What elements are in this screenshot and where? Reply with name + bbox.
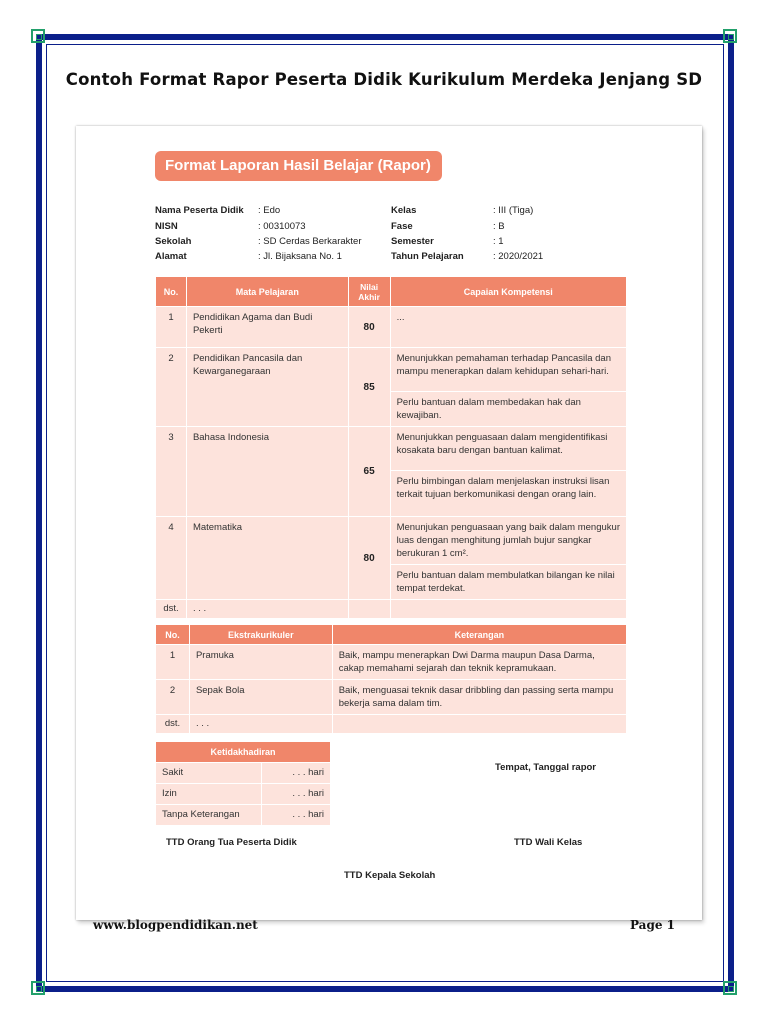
absence-value: . . . hari (262, 763, 331, 784)
identity-value: : 1 (493, 236, 504, 247)
corner-ornament-br (723, 981, 737, 995)
absence-value: . . . hari (262, 784, 331, 805)
row-no: 2 (156, 348, 187, 427)
row-no: 1 (156, 307, 187, 348)
identity-left (155, 205, 385, 265)
table-header-row (156, 742, 331, 763)
row-competency: Perlu bantuan dalam membulatkan bilangan ke nilai tempat terdekat. (390, 565, 626, 600)
row-note: Baik, mampu menerapkan Dwi Darma maupun Dasa Darma, cakap memahami sejarah dan teknik kepramukaan. (332, 645, 626, 680)
identity-label: Alamat (155, 251, 187, 262)
absence-label: Izin (156, 784, 262, 805)
footer-url: www.blogpendidikan.net (93, 918, 258, 932)
extracurricular-table (155, 624, 627, 734)
corner-ornament-bl (31, 981, 45, 995)
identity-value: : 2020/2021 (493, 251, 544, 262)
row-competency: Perlu bimbingan dalam menjelaskan instruksi lisan terkait tujuan berkomunikasi dengan orang lain. (390, 471, 626, 517)
col-header-no: No. (156, 625, 190, 645)
table-header-row (156, 277, 627, 307)
identity-value: : Edo (258, 205, 281, 216)
row-no: 1 (156, 645, 190, 680)
absence-value: . . . hari (262, 805, 331, 826)
identity-label: Semester (391, 236, 434, 247)
rapor-heading: Format Laporan Hasil Belajar (Rapor) (155, 151, 442, 181)
identity-label: NISN (155, 221, 178, 232)
row-no: dst. (156, 600, 187, 619)
row-name: Sepak Bola (189, 680, 332, 715)
row-no: 4 (156, 517, 187, 600)
row-competency (390, 600, 626, 619)
identity-value: : 00310073 (258, 221, 306, 232)
row-no: 3 (156, 427, 187, 517)
col-header-note: Keterangan (332, 625, 626, 645)
col-header-subject: Mata Pelajaran (186, 277, 348, 307)
row-name: . . . (189, 715, 332, 734)
identity-value: : B (493, 221, 505, 232)
absence-label: Tanpa Keterangan (156, 805, 262, 826)
row-score: 80 (348, 307, 390, 348)
col-header-score: Nilai Akhir (348, 277, 390, 307)
row-subject: Pendidikan Pancasila dan Kewarganegaraan (186, 348, 348, 427)
row-subject: Bahasa Indonesia (186, 427, 348, 517)
col-header-competency: Capaian Kompetensi (390, 277, 626, 307)
corner-ornament-tl (31, 29, 45, 43)
identity-label: Kelas (391, 205, 417, 216)
identity-label: Nama Peserta Didik (155, 205, 244, 216)
row-competency: Menunjukkan pemahaman terhadap Pancasila dan mampu menerapkan dalam kehidupan sehari-hari. (390, 348, 626, 392)
row-note: Baik, menguasai teknik dasar dribbling dan passing serta mampu bekerja sama dalam tim. (332, 680, 626, 715)
row-competency: Perlu bantuan dalam membedakan hak dan kewajiban. (390, 392, 626, 427)
identity-label: Tahun Pelajaran (391, 251, 464, 262)
row-score (348, 600, 390, 619)
identity-value: : SD Cerdas Berkarakter (258, 236, 362, 247)
row-subject: . . . (186, 600, 348, 619)
col-header-absence: Ketidakhadiran (156, 742, 331, 763)
corner-ornament-tr (723, 29, 737, 43)
signature-parent: TTD Orang Tua Peserta Didik (166, 837, 297, 848)
identity-right (391, 205, 621, 265)
table-row (156, 680, 627, 715)
table-row (156, 600, 627, 619)
table-row (156, 805, 331, 826)
row-name: Pramuka (189, 645, 332, 680)
row-competency: ... (390, 307, 626, 348)
absence-table (155, 741, 331, 826)
row-score: 85 (348, 348, 390, 427)
subjects-table (155, 276, 627, 619)
table-row (156, 348, 627, 392)
footer-page-number: Page 1 (629, 918, 675, 932)
document-title: Contoh Format Rapor Peserta Didik Kurikulum Merdeka Jenjang SD (65, 70, 703, 89)
table-header-row (156, 625, 627, 645)
table-row (156, 784, 331, 805)
identity-value: : III (Tiga) (493, 205, 534, 216)
identity-label: Fase (391, 221, 413, 232)
identity-value: : Jl. Bijaksana No. 1 (258, 251, 342, 262)
col-header-extracurricular: Ekstrakurikuler (189, 625, 332, 645)
identity-label: Sekolah (155, 236, 192, 247)
row-no: 2 (156, 680, 190, 715)
table-row (156, 307, 627, 348)
table-row (156, 427, 627, 471)
place-date-label: Tempat, Tanggal rapor (495, 762, 596, 773)
row-competency: Menunjukan penguasaan yang baik dalam mengukur luas dengan menghitung jumlah bujur sangkar berukuran 1 cm². (390, 517, 626, 565)
table-row (156, 517, 627, 565)
row-note (332, 715, 626, 734)
absence-label: Sakit (156, 763, 262, 784)
row-score: 80 (348, 517, 390, 600)
signature-teacher: TTD Wali Kelas (514, 837, 583, 848)
signature-principal: TTD Kepala Sekolah (344, 870, 436, 881)
table-row (156, 715, 627, 734)
row-subject: Matematika (186, 517, 348, 600)
col-header-no: No. (156, 277, 187, 307)
table-row (156, 763, 331, 784)
table-row (156, 645, 627, 680)
row-no: dst. (156, 715, 190, 734)
row-score: 65 (348, 427, 390, 517)
row-subject: Pendidikan Agama dan Budi Pekerti (186, 307, 348, 348)
row-competency: Menunjukkan penguasaan dalam mengidentifikasi kosakata baru dengan bantuan kalimat. (390, 427, 626, 471)
